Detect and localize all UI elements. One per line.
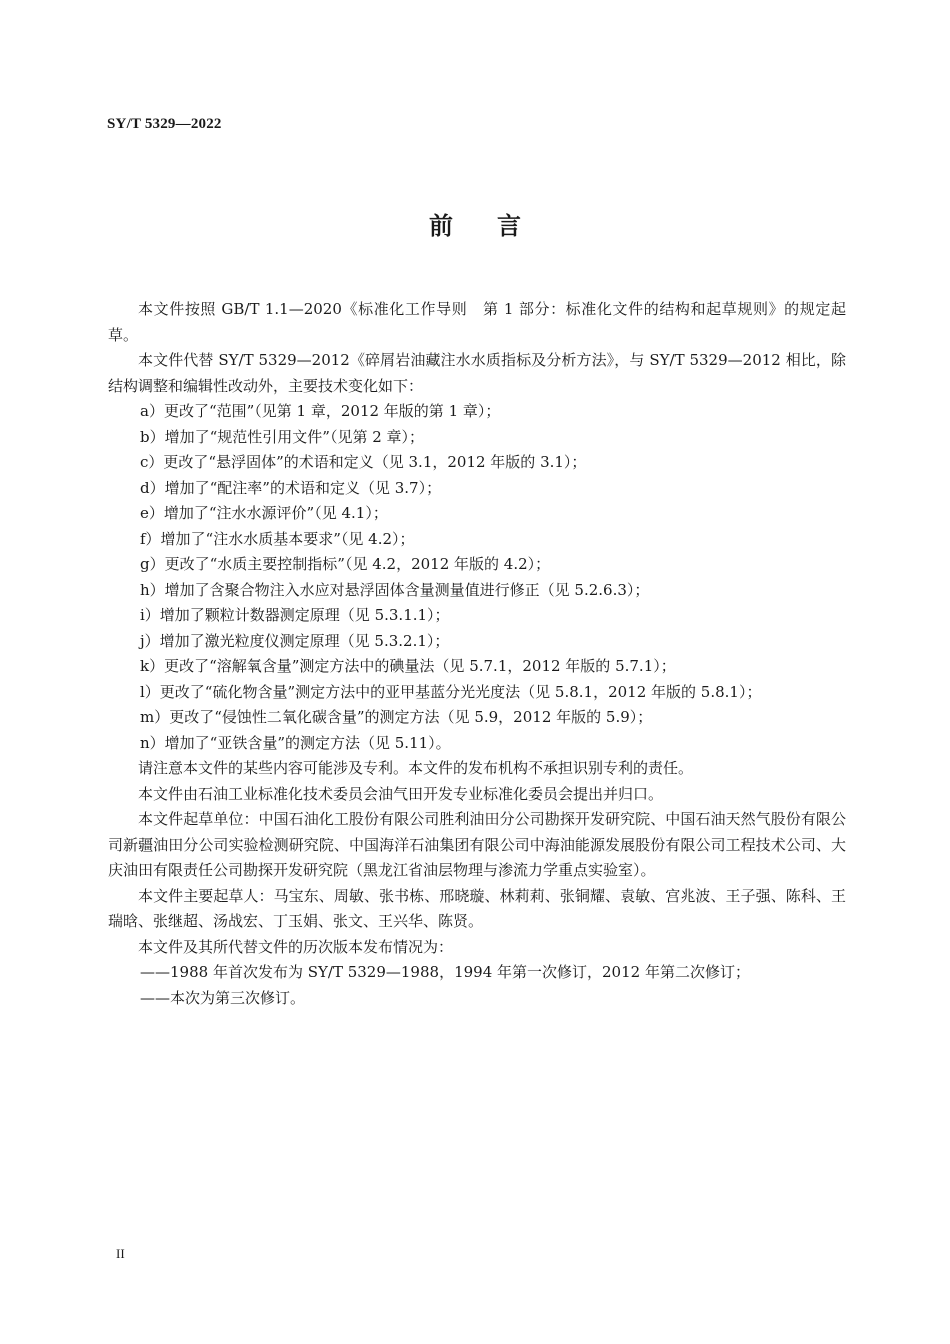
foreword-body	[108, 297, 846, 1011]
paragraph-drafters: 本文件主要起草人：马宝东、周敏、张书栋、邢晓璇、林莉莉、张铜耀、袁敏、宫兆波、王子强、陈科、王瑞晗、张继超、汤战宏、丁玉娟、张文、王兴华、陈贤。	[108, 886, 846, 930]
history-item: ——1988 年首次发布为 SY/T 5329—1988，1994 年第一次修订，2012 年第二次修订；	[140, 963, 750, 981]
change-item: l）更改了“硫化物含量”测定方法中的亚甲基蓝分光光度法（见 5.8.1，2012 年版的 5.8.1）；	[140, 682, 762, 701]
change-item: c）更改了“悬浮固体”的术语和定义（见 3.1，2012 年版的 3.1）；	[140, 453, 587, 471]
paragraph-drafting-rules: 本文件按照 GB/T 1.1—2020《标准化工作导则 第 1 部分：标准化文件的结构和起草规则》的规定起草。	[108, 300, 846, 344]
change-item: e）增加了“注水水源评价”（见 4.1）；	[140, 504, 388, 522]
change-item: f）增加了“注水水质基本要求”（见 4.2）；	[140, 529, 415, 548]
paragraph-committee: 本文件由石油工业标准化技术委员会油气田开发专业标准化委员会提出并归口。	[138, 784, 664, 803]
change-item: m）更改了“侵蚀性二氧化碳含量”的测定方法（见 5.9，2012 年版的 5.9）；	[140, 708, 653, 726]
page-title: 前言	[429, 212, 565, 240]
change-item: k）更改了“溶解氧含量”测定方法中的碘量法（见 5.7.1，2012 年版的 5.7.1）；	[140, 657, 676, 675]
change-item: i）增加了颗粒计数器测定原理（见 5.3.1.1）；	[140, 606, 450, 624]
paragraph-replaces: 本文件代替 SY/T 5329—2012《碎屑岩油藏注水水质指标及分析方法》，与 SY/T 5329—2012 相比，除结构调整和编辑性改动外，主要技术变化如下：	[108, 351, 846, 395]
history-item: ——本次为第三次修订。	[140, 988, 306, 1007]
paragraph-patent-notice: 请注意本文件的某些内容可能涉及专利。本文件的发布机构不承担识别专利的责任。	[138, 759, 694, 777]
change-item: d）增加了“配注率”的术语和定义（见 3.7）；	[140, 478, 442, 497]
paragraph-drafting-units: 本文件起草单位：中国石油化工股份有限公司胜利油田分公司勘探开发研究院、中国石油天然气股份有限公司新疆油田分公司实验检测研究院、中国海洋石油集团有限公司中海油能源发展股份有限公司工程技术公司、大庆油田有限责任公司勘探开发研究院（黑龙江省油层物理与渗流力学重点实验室）。	[108, 810, 846, 879]
page-number: II	[116, 1246, 125, 1261]
change-item: h）增加了含聚合物注入水应对悬浮固体含量测量值进行修正（见 5.2.6.3）；	[140, 580, 650, 599]
change-item: g）更改了“水质主要控制指标”（见 4.2，2012 年版的 4.2）；	[140, 555, 551, 573]
change-item: a）更改了“范围”（见第 1 章，2012 年版的第 1 章）；	[140, 402, 501, 420]
change-item: n）增加了“亚铁含量”的测定方法（见 5.11）。	[140, 733, 451, 752]
paragraph-history-intro: 本文件及其所代替文件的历次版本发布情况为：	[138, 937, 454, 956]
change-item: j）增加了激光粒度仪测定原理（见 5.3.2.1）；	[140, 631, 450, 650]
change-item: b）增加了“规范性引用文件”（见第 2 章）；	[140, 427, 425, 446]
document-code: SY/T 5329—2022	[107, 116, 222, 132]
